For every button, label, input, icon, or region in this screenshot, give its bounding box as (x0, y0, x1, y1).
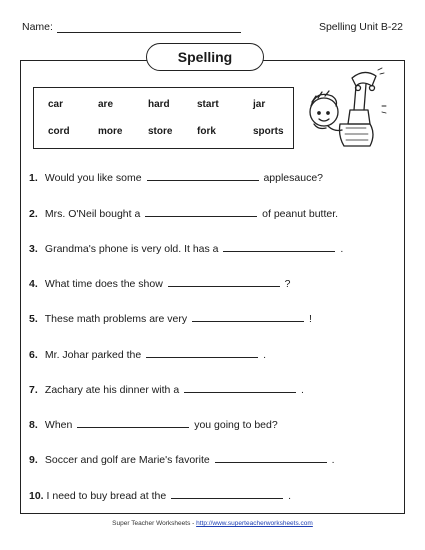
word-bank-word: jar (253, 99, 266, 110)
answer-blank[interactable] (147, 170, 259, 181)
answer-blank[interactable] (77, 417, 189, 428)
name-label: Name: (22, 21, 53, 33)
worksheet-title (146, 43, 264, 71)
word-bank-word: cord (48, 126, 70, 137)
worksheet-header (22, 21, 403, 37)
question-6: 6. Mr. Johar parked the . (29, 349, 266, 361)
name-blank-line[interactable] (57, 32, 241, 33)
question-1: 1. Would you like some applesauce? (29, 172, 324, 184)
question-5: 5. These math problems are very ! (29, 313, 312, 325)
answer-blank[interactable] (184, 382, 296, 393)
question-8: 8. When you going to bed? (29, 419, 278, 431)
answer-blank[interactable] (171, 488, 283, 499)
word-bank (33, 87, 294, 149)
answer-blank[interactable] (192, 311, 304, 322)
word-bank-word: sports (253, 126, 284, 137)
answer-blank[interactable] (146, 347, 258, 358)
question-2: 2. Mrs. O'Neil bought a of peanut butter. (29, 208, 339, 220)
answer-blank[interactable] (223, 241, 335, 252)
boy-on-skateboard-icon (298, 66, 388, 162)
footer-text: Super Teacher Worksheets - (112, 520, 197, 527)
question-9: 9. Soccer and golf are Marie's favorite . (29, 454, 335, 466)
word-bank-word: store (148, 126, 173, 137)
word-bank-word: start (197, 99, 219, 110)
answer-blank[interactable] (168, 276, 280, 287)
answer-blank[interactable] (145, 206, 257, 217)
question-4: 4. What time does the show ? (29, 278, 291, 290)
word-bank-word: more (98, 126, 123, 137)
word-bank-word: car (48, 99, 64, 110)
answer-blank[interactable] (215, 452, 327, 463)
question-10: 10. I need to buy bread at the . (29, 490, 291, 502)
footer-link[interactable]: http://www.superteacherworksheets.com (196, 520, 313, 527)
title-text: Spelling (177, 49, 233, 65)
question-3: 3. Grandma's phone is very old. It has a . (29, 243, 344, 255)
unit-label: Spelling Unit B-22 (318, 21, 403, 33)
word-bank-word: fork (197, 126, 216, 137)
question-7: 7. Zachary ate his dinner with a . (29, 384, 304, 396)
word-bank-word: are (98, 99, 114, 110)
footer (0, 520, 425, 527)
word-bank-word: hard (148, 99, 170, 110)
